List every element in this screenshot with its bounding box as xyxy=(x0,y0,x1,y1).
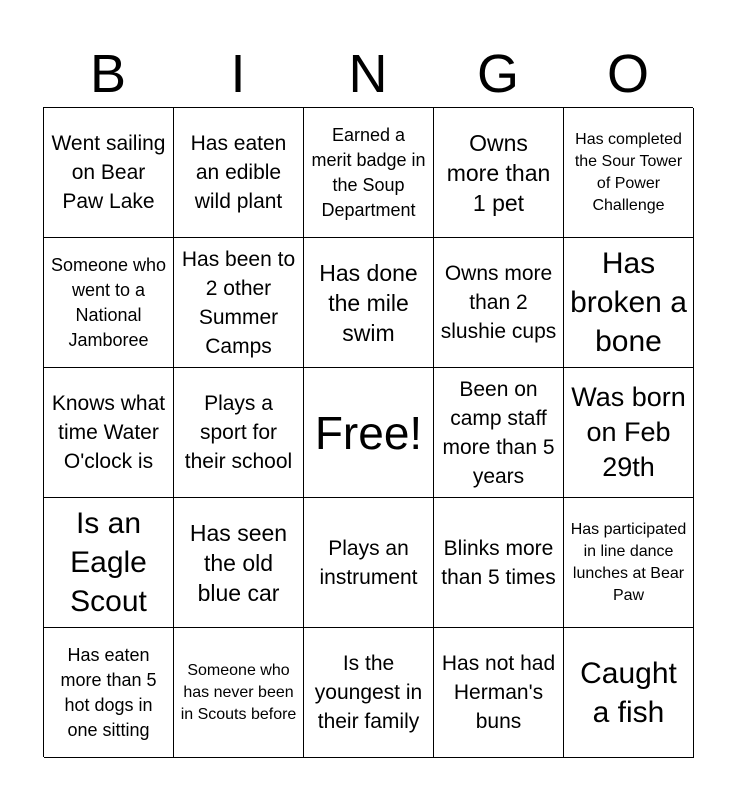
header-letter-i: I xyxy=(230,44,246,104)
bingo-cell[interactable] xyxy=(44,238,174,368)
cell-text: Blinks more than 5 times xyxy=(441,536,556,589)
cell-text: Someone who went to a National Jamboree xyxy=(50,254,167,350)
bingo-cell[interactable] xyxy=(174,368,304,498)
bingo-cell[interactable] xyxy=(564,498,694,628)
cell-text: Owns more than 2 slushie cups xyxy=(440,262,557,343)
cell-text: Has seen the old blue car xyxy=(189,519,288,606)
bingo-cell[interactable] xyxy=(564,368,694,498)
bingo-cell[interactable] xyxy=(174,238,304,368)
cell-text: Has done the mile swim xyxy=(319,259,418,346)
bingo-cell[interactable] xyxy=(564,108,694,238)
header-letter-b: B xyxy=(89,44,127,104)
bingo-cell[interactable] xyxy=(44,628,174,758)
bingo-cell[interactable] xyxy=(44,108,174,238)
header-letter-g: G xyxy=(476,44,519,104)
cell-text: Been on camp staff more than 5 years xyxy=(442,377,555,488)
bingo-cell[interactable] xyxy=(44,498,174,628)
cell-text: Is the youngest in their family xyxy=(314,652,423,733)
cell-text: Has been to 2 other Summer Camps xyxy=(181,247,296,358)
cell-text: Was born on Feb 29th xyxy=(571,382,686,482)
bingo-card xyxy=(43,107,693,757)
cell-text: Plays an instrument xyxy=(319,536,418,589)
cell-text: Someone who has never been in Scouts before xyxy=(180,661,297,723)
bingo-cell[interactable] xyxy=(304,108,434,238)
bingo-cell[interactable] xyxy=(174,108,304,238)
header-letter-o: O xyxy=(606,44,649,104)
cell-text: Caught a fish xyxy=(580,656,677,729)
bingo-cell[interactable] xyxy=(304,628,434,758)
bingo-cell[interactable] xyxy=(174,628,304,758)
bingo-cell[interactable] xyxy=(434,108,564,238)
bingo-cell[interactable] xyxy=(434,368,564,498)
bingo-cell[interactable] xyxy=(174,498,304,628)
cell-text: Knows what time Water O'clock is xyxy=(51,392,166,473)
bingo-header xyxy=(43,40,693,108)
bingo-cell[interactable] xyxy=(564,238,694,368)
bingo-cell[interactable] xyxy=(434,498,564,628)
cell-text: Went sailing on Bear Paw Lake xyxy=(51,132,166,213)
cell-text: Earned a merit badge in the Soup Department xyxy=(311,124,426,220)
cell-text: Has eaten more than 5 hot dogs in one sitting xyxy=(60,644,157,740)
cell-text: Has completed the Sour Tower of Power Challenge xyxy=(574,130,683,214)
bingo-cell[interactable] xyxy=(304,498,434,628)
cell-text: Has eaten an edible wild plant xyxy=(190,132,287,213)
cell-text: Owns more than 1 pet xyxy=(446,129,551,216)
header-letter-n: N xyxy=(348,44,388,104)
free-space[interactable] xyxy=(304,368,434,498)
free-space-text: Free! xyxy=(314,406,423,459)
cell-text: Has not had Herman's buns xyxy=(441,652,556,733)
cell-text: Is an Eagle Scout xyxy=(70,507,147,618)
bingo-cell[interactable] xyxy=(434,238,564,368)
cell-text: Has participated in line dance lunches at Bear Paw xyxy=(570,520,687,604)
cell-text: Has broken a bone xyxy=(570,247,687,358)
cell-text: Plays a sport for their school xyxy=(184,392,293,473)
bingo-cell[interactable] xyxy=(564,628,694,758)
bingo-cell[interactable] xyxy=(304,238,434,368)
bingo-cell[interactable] xyxy=(434,628,564,758)
bingo-cell[interactable] xyxy=(44,368,174,498)
